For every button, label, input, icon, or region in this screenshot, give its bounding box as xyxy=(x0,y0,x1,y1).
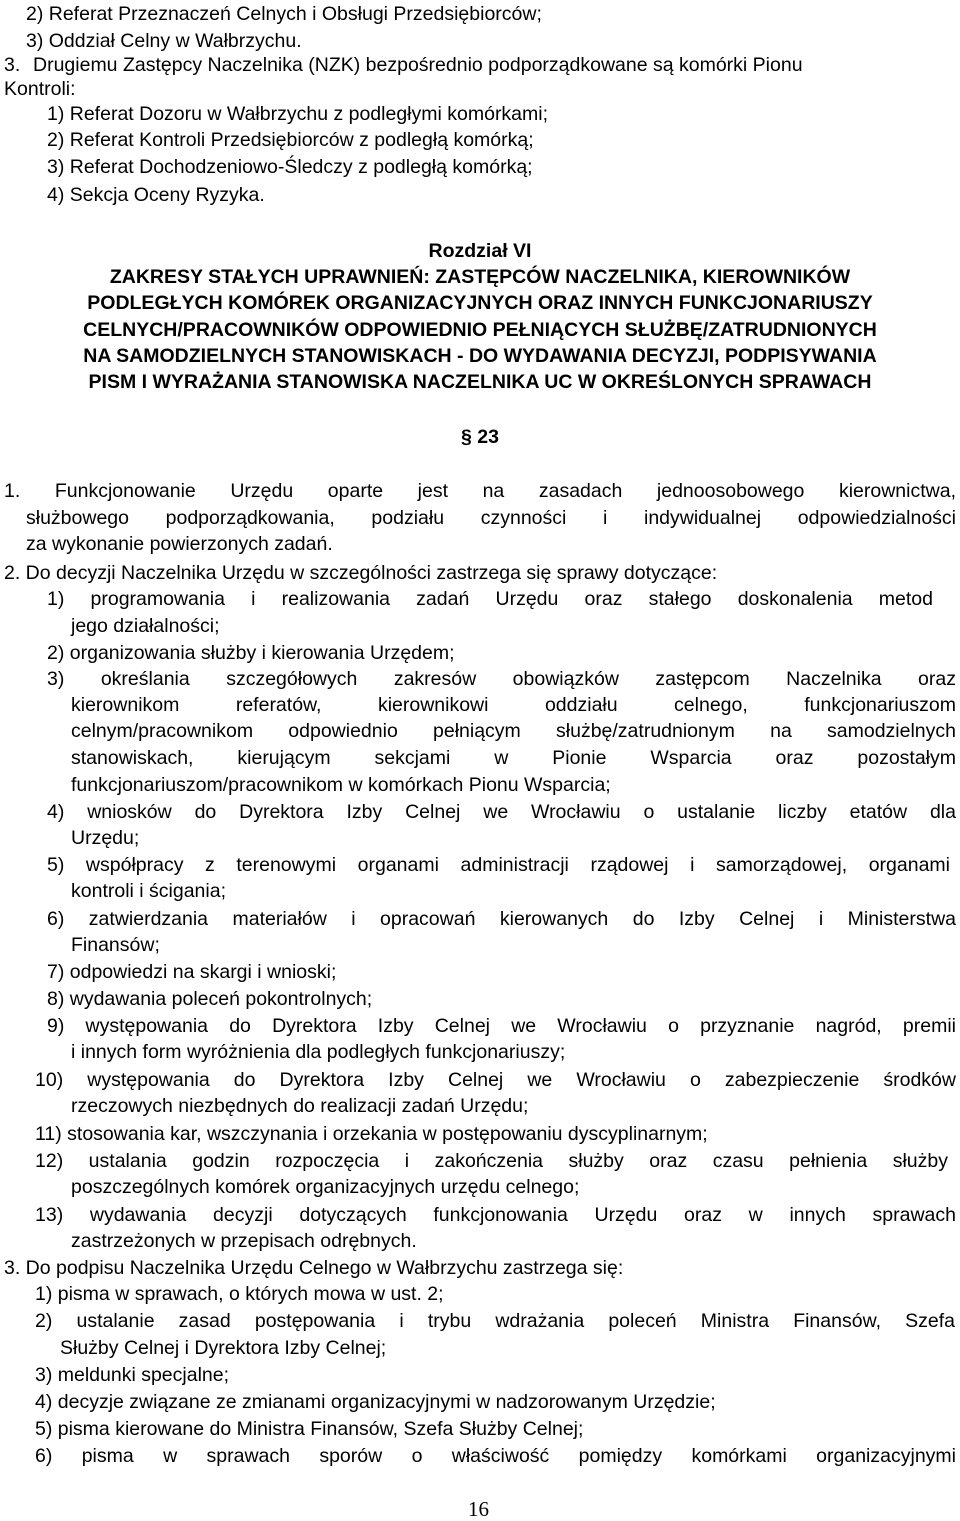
list-item: funkcjonariuszom/pracownikom w komórkach Pionu Wsparcia; xyxy=(71,774,611,796)
list-item: 10) występowania do Dyrektora Izby Celnej we Wrocławiu o zabezpieczenie środków xyxy=(35,1069,956,1091)
list-item: 3) Referat Dochodzeniowo-Śledczy z podległą komórką; xyxy=(47,156,533,178)
list-item: Służby Celnej i Dyrektora Izby Celnej; xyxy=(60,1337,387,1359)
list-item: stanowiskach, kierującym sekcjami w Pionie Wsparcia oraz pozostałym xyxy=(71,747,956,769)
list-item: Drugiemu Zastępcy Naczelnika (NZK) bezpośrednio podporządkowane są komórki Pionu xyxy=(33,54,803,76)
list-item: kontroli i ścigania; xyxy=(71,880,226,902)
list-item: 6) zatwierdzania materiałów i opracowań kierowanych do Izby Celnej i Ministerstwa xyxy=(47,908,956,930)
list-item: 5) pisma kierowane do Ministra Finansów, Szefa Służby Celnej; xyxy=(35,1418,584,1440)
chapter-heading-line: PODLEGŁYCH KOMÓREK ORGANIZACYJNYCH ORAZ INNYCH FUNKCJONARIUSZY xyxy=(87,292,873,314)
list-item: 8) wydawania poleceń pokontrolnych; xyxy=(47,988,373,1010)
list-item: 4) decyzje związane ze zmianami organizacyjnymi w nadzorowanym Urzędzie; xyxy=(35,1391,716,1413)
list-item: celnym/pracownikom odpowiednio pełniącym służbę/zatrudnionym na samodzielnych xyxy=(71,720,956,742)
list-item: Kontroli: xyxy=(4,78,76,100)
list-item: Urzędu; xyxy=(71,827,140,849)
list-item: 2) organizowania służby i kierowania Urzędem; xyxy=(47,642,455,664)
list-item: rzeczowych niezbędnych do realizacji zadań Urzędu; xyxy=(71,1095,529,1117)
chapter-heading-line: ZAKRESY STAŁYCH UPRAWNIEŃ: ZASTĘPCÓW NACZELNIKA, KIEROWNIKÓW xyxy=(109,266,851,288)
list-item: 11) stosowania kar, wszczynania i orzekania w postępowaniu dyscyplinarnym; xyxy=(35,1123,708,1145)
chapter-heading-line: NA SAMODZIELNYCH STANOWISKACH - DO WYDAWANIA DECYZJI, PODPISYWANIA xyxy=(83,345,877,367)
list-item: jego działalności; xyxy=(71,615,220,637)
list-item: zastrzeżonych w przepisach odrębnych. xyxy=(71,1230,417,1252)
list-item: 6) pisma w sprawach sporów o właściwość pomiędzy komórkami organizacyjnymi xyxy=(35,1445,956,1467)
list-item: poszczególnych komórek organizacyjnych urzędu celnego; xyxy=(71,1176,580,1198)
chapter-heading-line: PISM I WYRAŻANIA STANOWISKA NACZELNIKA UC W OKREŚLONYCH SPRAWACH xyxy=(88,371,872,393)
page-number: 16 xyxy=(468,1497,489,1521)
list-item: Finansów; xyxy=(71,934,160,956)
list-item: 3) meldunki specjalne; xyxy=(35,1364,230,1386)
list-item: 9) występowania do Dyrektora Izby Celnej we Wrocławiu o przyznanie nagród, premii xyxy=(47,1015,956,1037)
list-item: i innych form wyróżnienia dla podległych funkcjonariuszy; xyxy=(71,1041,566,1063)
list-item: 3) Oddział Celny w Wałbrzychu. xyxy=(26,30,302,52)
list-item: 12) ustalania godzin rozpoczęcia i zakończenia służby oraz czasu pełnienia służby xyxy=(35,1150,948,1172)
chapter-title: Rozdział VI xyxy=(428,240,532,262)
list-item: 2) Referat Kontroli Przedsiębiorców z podległą komórką; xyxy=(47,129,534,151)
list-item: 4) Sekcja Oceny Ryzyka. xyxy=(47,184,265,206)
list-item: 1) pisma w sprawach, o których mowa w ust. 2; xyxy=(35,1283,444,1305)
list-item: 4) wniosków do Dyrektora Izby Celnej we Wrocławiu o ustalanie liczby etatów dla xyxy=(47,801,956,823)
list-item: 2) ustalanie zasad postępowania i trybu wdrażania poleceń Ministra Finansów, Szefa xyxy=(35,1310,955,1332)
paragraph-line: za wykonanie powierzonych zadań. xyxy=(26,533,333,555)
paragraph-intro: 3. Do podpisu Naczelnika Urzędu Celnego w Wałbrzychu zastrzega się: xyxy=(4,1257,624,1279)
list-item: 13) wydawania decyzji dotyczących funkcjonowania Urzędu oraz w innych sprawach xyxy=(35,1204,956,1226)
paragraph-line: 1. Funkcjonowanie Urzędu oparte jest na zasadach jednoosobowego kierownictwa, xyxy=(4,480,956,502)
paragraph-line: służbowego podporządkowania, podziału czynności i indywidualnej odpowiedzialności xyxy=(26,507,956,529)
chapter-heading-line: CELNYCH/PRACOWNIKÓW ODPOWIEDNIO PEŁNIĄCYCH SŁUŻBĘ/ZATRUDNIONYCH xyxy=(83,319,877,341)
list-item: 3) określania szczegółowych zakresów obowiązków zastępcom Naczelnika oraz xyxy=(47,668,956,690)
list-number: 3. xyxy=(4,54,21,76)
list-item: 1) programowania i realizowania zadań Urzędu oraz stałego doskonalenia metod xyxy=(47,588,933,610)
list-item: 7) odpowiedzi na skargi i wnioski; xyxy=(47,961,337,983)
list-item: 2) Referat Przeznaczeń Celnych i Obsługi Przedsiębiorców; xyxy=(26,3,542,25)
list-item: kierownikom referatów, kierownikowi oddziału celnego, funkcjonariuszom xyxy=(71,694,956,716)
section-number: § 23 xyxy=(461,426,499,448)
list-item: 1) Referat Dozoru w Wałbrzychu z podległymi komórkami; xyxy=(47,103,549,125)
list-item: 5) współpracy z terenowymi organami administracji rządowej i samorządowej, organami xyxy=(47,854,950,876)
paragraph-intro: 2. Do decyzji Naczelnika Urzędu w szczególności zastrzega się sprawy dotyczące: xyxy=(4,562,718,584)
